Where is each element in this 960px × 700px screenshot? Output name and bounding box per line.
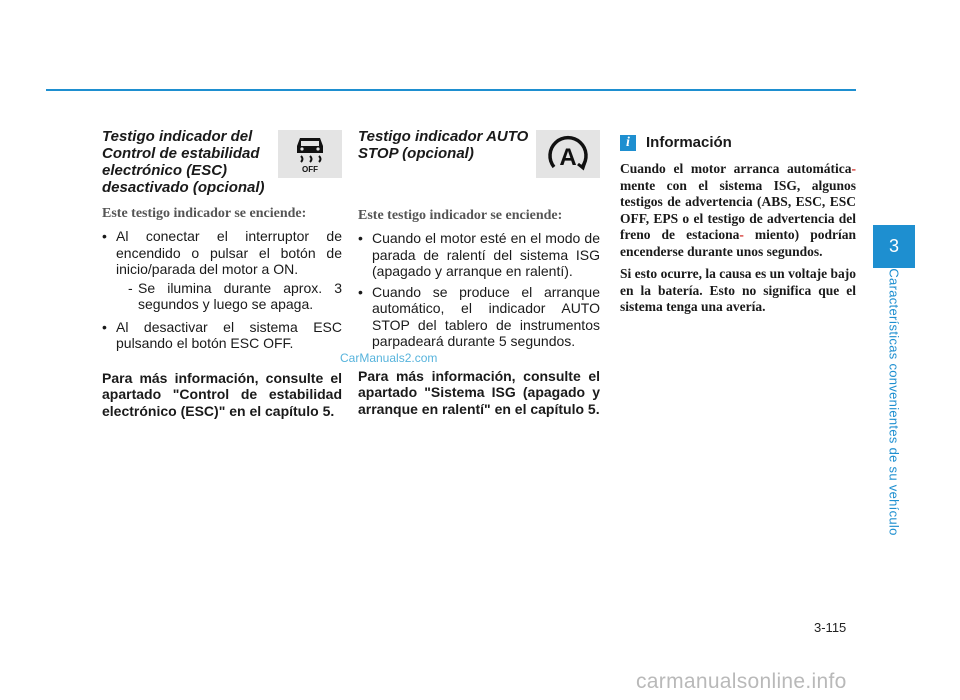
watermark-mid: CarManuals2.com xyxy=(340,351,438,365)
chapter-tab: 3 xyxy=(873,225,915,268)
page-number: 3-115 xyxy=(814,620,847,635)
auto-stop-icon xyxy=(536,130,600,178)
esc-off-subhead: Este testigo indicador se enciende: xyxy=(102,206,307,221)
list-subitem: - Se ilumina durante aprox. 3 segundos y luego se apaga. xyxy=(128,279,342,312)
auto-stop-more-info: Para más información, consulte el apartado "Sistema ISG (apagado y arranque en ralentí" en el capítulo 5. xyxy=(358,367,600,417)
auto-stop-title: Testigo indicador AUTO STOP (opcional) xyxy=(358,128,529,162)
esc-off-more-info: Para más información, consulte el apartado "Control de estabilidad electrónico (ESC)" en el capítulo 5. xyxy=(102,369,342,419)
auto-stop-header xyxy=(358,128,600,190)
info-icon: i xyxy=(620,135,636,151)
list-item: • Cuando el motor esté en el modo de parada de ralentí del sistema ISG (apagado y arranque en ralentí). xyxy=(358,230,600,280)
esc-off-icon xyxy=(278,130,342,178)
top-rule xyxy=(46,89,856,91)
info-paragraph-2: Si esto ocurre, la causa es un voltaje bajo en la batería. Esto no significa que el sistema tenga una avería. xyxy=(620,266,856,314)
auto-stop-list xyxy=(358,230,600,350)
list-item: • Al conectar el interruptor de encendido o pulsar el botón de inicio/parada del motor a ON. - Se ilumina durante aprox. 3 segundos y luego se apaga. xyxy=(102,228,342,313)
chapter-label: Características convenientes de su vehículo xyxy=(886,268,902,536)
esc-off-section xyxy=(102,128,342,419)
auto-stop-icon-graphic xyxy=(545,131,591,177)
info-paragraph-1: Cuando el motor arranca automática- mente con el sistema ISG, algunos testigos de advertencia (ABS, ESC, ESC OFF, EPS o el testigo de advertencia del freno de estaciona- miento) podrían encenderse durante unos segundos. xyxy=(620,161,856,259)
list-item: • Al desactivar el sistema ESC pulsando el botón ESC OFF. xyxy=(102,319,342,352)
svg-text:A: A xyxy=(559,144,577,171)
info-title: Información xyxy=(646,134,732,151)
info-section xyxy=(620,128,856,322)
list-item: • Cuando se produce el arranque automático, el indicador AUTO STOP del tablero de instrumentos parpadeará durante 5 segundos. xyxy=(358,284,600,350)
esc-off-list xyxy=(102,228,342,352)
esc-off-icon-graphic xyxy=(288,134,332,174)
esc-off-title: Testigo indicador del Control de estabilidad electrónico (ESC) desactivado (opcional) xyxy=(102,128,265,196)
watermark-bottom: carmanualsonline.info xyxy=(636,670,847,693)
info-header xyxy=(620,134,856,151)
esc-off-header xyxy=(102,128,342,196)
auto-stop-section xyxy=(358,128,600,417)
auto-stop-subhead: Este testigo indicador se enciende: xyxy=(358,208,563,223)
svg-text:OFF: OFF xyxy=(302,165,318,174)
